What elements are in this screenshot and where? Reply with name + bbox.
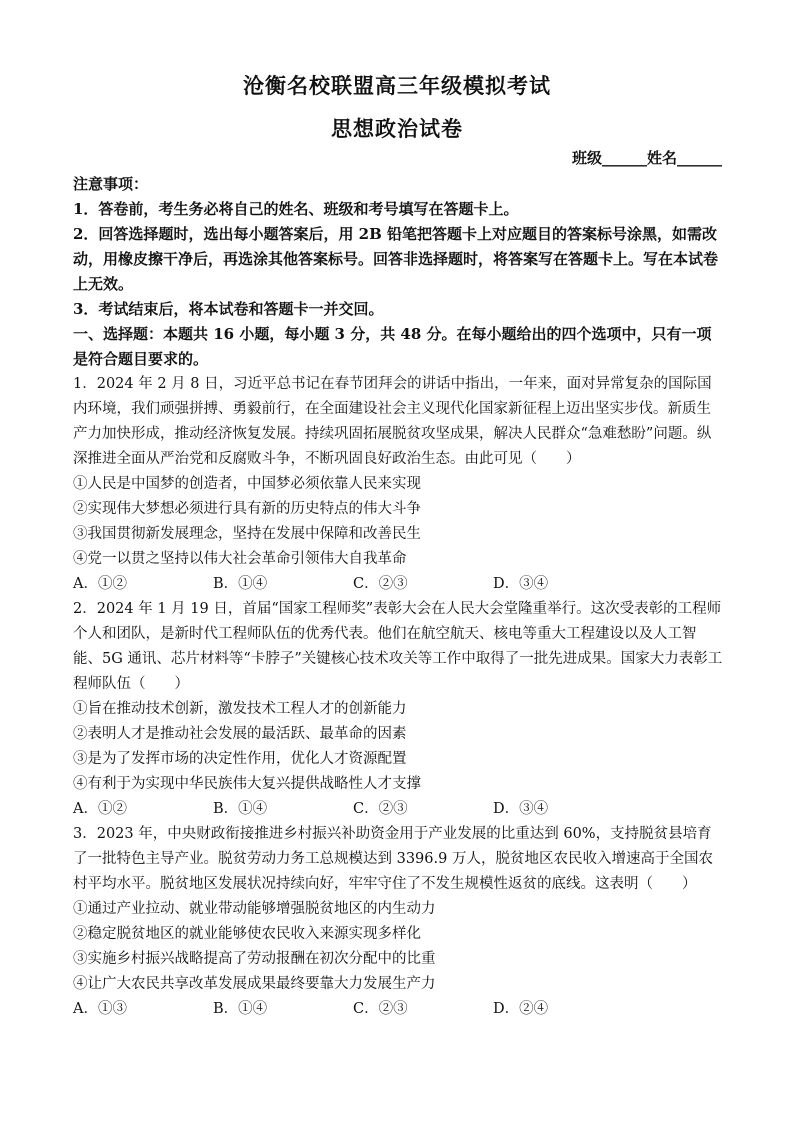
notice-item-1: 1．答卷前，考生务必将自己的姓名、班级和考号填写在答题卡上。 [73, 200, 519, 218]
notice-heading: 注意事项： [73, 175, 149, 193]
question-2 [73, 597, 723, 822]
statement: ②实现伟大梦想必须进行具有新的历史特点的伟大斗争 [73, 501, 421, 517]
class-name-line: 班级______姓名______ [571, 149, 722, 167]
choice-d: D．③④ [493, 801, 549, 817]
choice-a: A．①② [73, 576, 127, 592]
answer-choices [73, 797, 723, 822]
notice-item-2: 2．回答选择题时，选出每小题答案后，用 2B 铅笔把答题卡上对应题目的答案标号涂黑，如需改动，用橡皮擦干净后，再选涂其他答案标号。回答非选择题时，将答案写在答题卡上。写在本试卷上无效。 [73, 225, 719, 293]
choice-a: A．①③ [73, 1001, 127, 1017]
exam-title: 沧衡名校联盟高三年级模拟考试 [243, 73, 551, 98]
choice-c: C．②③ [353, 1001, 408, 1017]
statement: ②表明人才是推动社会发展的最活跃、最革命的因素 [73, 726, 407, 742]
question-3 [73, 822, 723, 1022]
statement: ④让广大农民共享改革发展成果最终要靠大力发展生产力 [73, 976, 436, 992]
choice-b: B．①④ [213, 576, 268, 592]
answer-choices [73, 572, 723, 597]
statement: ②稳定脱贫地区的就业能够使农民收入来源实现多样化 [73, 926, 421, 942]
notice-item-3: 3．考试结束后，将本试卷和答题卡一并交回。 [73, 300, 384, 318]
answer-choices [73, 997, 723, 1022]
statement: ①人民是中国梦的创造者，中国梦必须依靠人民来实现 [73, 476, 421, 492]
exam-content [73, 172, 723, 1022]
statement: ③是为了发挥市场的决定性作用，优化人才资源配置 [73, 751, 407, 767]
statement: ④有利于为实现中华民族伟大复兴提供战略性人才支撑 [73, 776, 421, 792]
choice-c: C．②③ [353, 801, 408, 817]
question-stem: 2．2024 年 1 月 19 日，首届“国家工程师奖”表彰大会在人民大会堂隆重举行。这次受表彰的工程师个人和团队，是新时代工程师队伍的优秀代表。他们在航空航天、核电等重大工程建设以及人工智能、5G 通讯、芯片材料等“卡脖子”关键核心技术攻关等工作中取得了一批先进成果。国家大力表彰工程师队伍（ ） [73, 601, 723, 692]
statement: ①通过产业拉动、就业带动能够增强脱贫地区的内生动力 [73, 901, 436, 917]
choice-d: D．②④ [493, 1001, 549, 1017]
statement: ①旨在推动技术创新，激发技术工程人才的创新能力 [73, 701, 407, 717]
choice-b: B．①④ [213, 1001, 268, 1017]
question-stem: 1．2024 年 2 月 8 日，习近平总书记在春节团拜会的讲话中指出，一年来，面对异常复杂的国际国内环境，我们顽强拼搏、勇毅前行，在全面建设社会主义现代化国家新征程上迈出坚实步伐。新质生产力加快形成，推动经济恢复发展。持续巩固拓展脱贫攻坚成果，解决人民群众“急难愁盼”问题。纵深推进全面从严治党和反腐败斗争，不断巩固良好政治生态。由此可见（ ） [73, 376, 712, 467]
choice-b: B．①④ [213, 801, 268, 817]
question-1 [73, 372, 723, 597]
section-heading: 一、选择题：本题共 16 小题，每小题 3 分，共 48 分。在每小题给出的四个选项中，只有一项是符合题目要求的。 [73, 325, 712, 368]
choice-d: D．③④ [493, 576, 549, 592]
statement: ④党一以贯之坚持以伟大社会革命引领伟大自我革命 [73, 551, 407, 567]
choice-a: A．①② [73, 801, 127, 817]
question-stem: 3．2023 年，中央财政衔接推进乡村振兴补助资金用于产业发展的比重达到 60%，支持脱贫县培育了一批特色主导产业。脱贫劳动力务工总规模达到 3396.9 万人，脱贫地区农民收入增速高于全国农村平均水平。脱贫地区发展状况持续向好，牢牢守住了不发生规模性返贫的底线。这表明（ ） [73, 826, 713, 892]
exam-subtitle: 思想政治试卷 [331, 116, 463, 141]
statement: ③实施乡村振兴战略提高了劳动报酬在初次分配中的比重 [73, 951, 436, 967]
choice-c: C．②③ [353, 576, 408, 592]
statement: ③我国贯彻新发展理念，坚持在发展中保障和改善民生 [73, 526, 421, 542]
